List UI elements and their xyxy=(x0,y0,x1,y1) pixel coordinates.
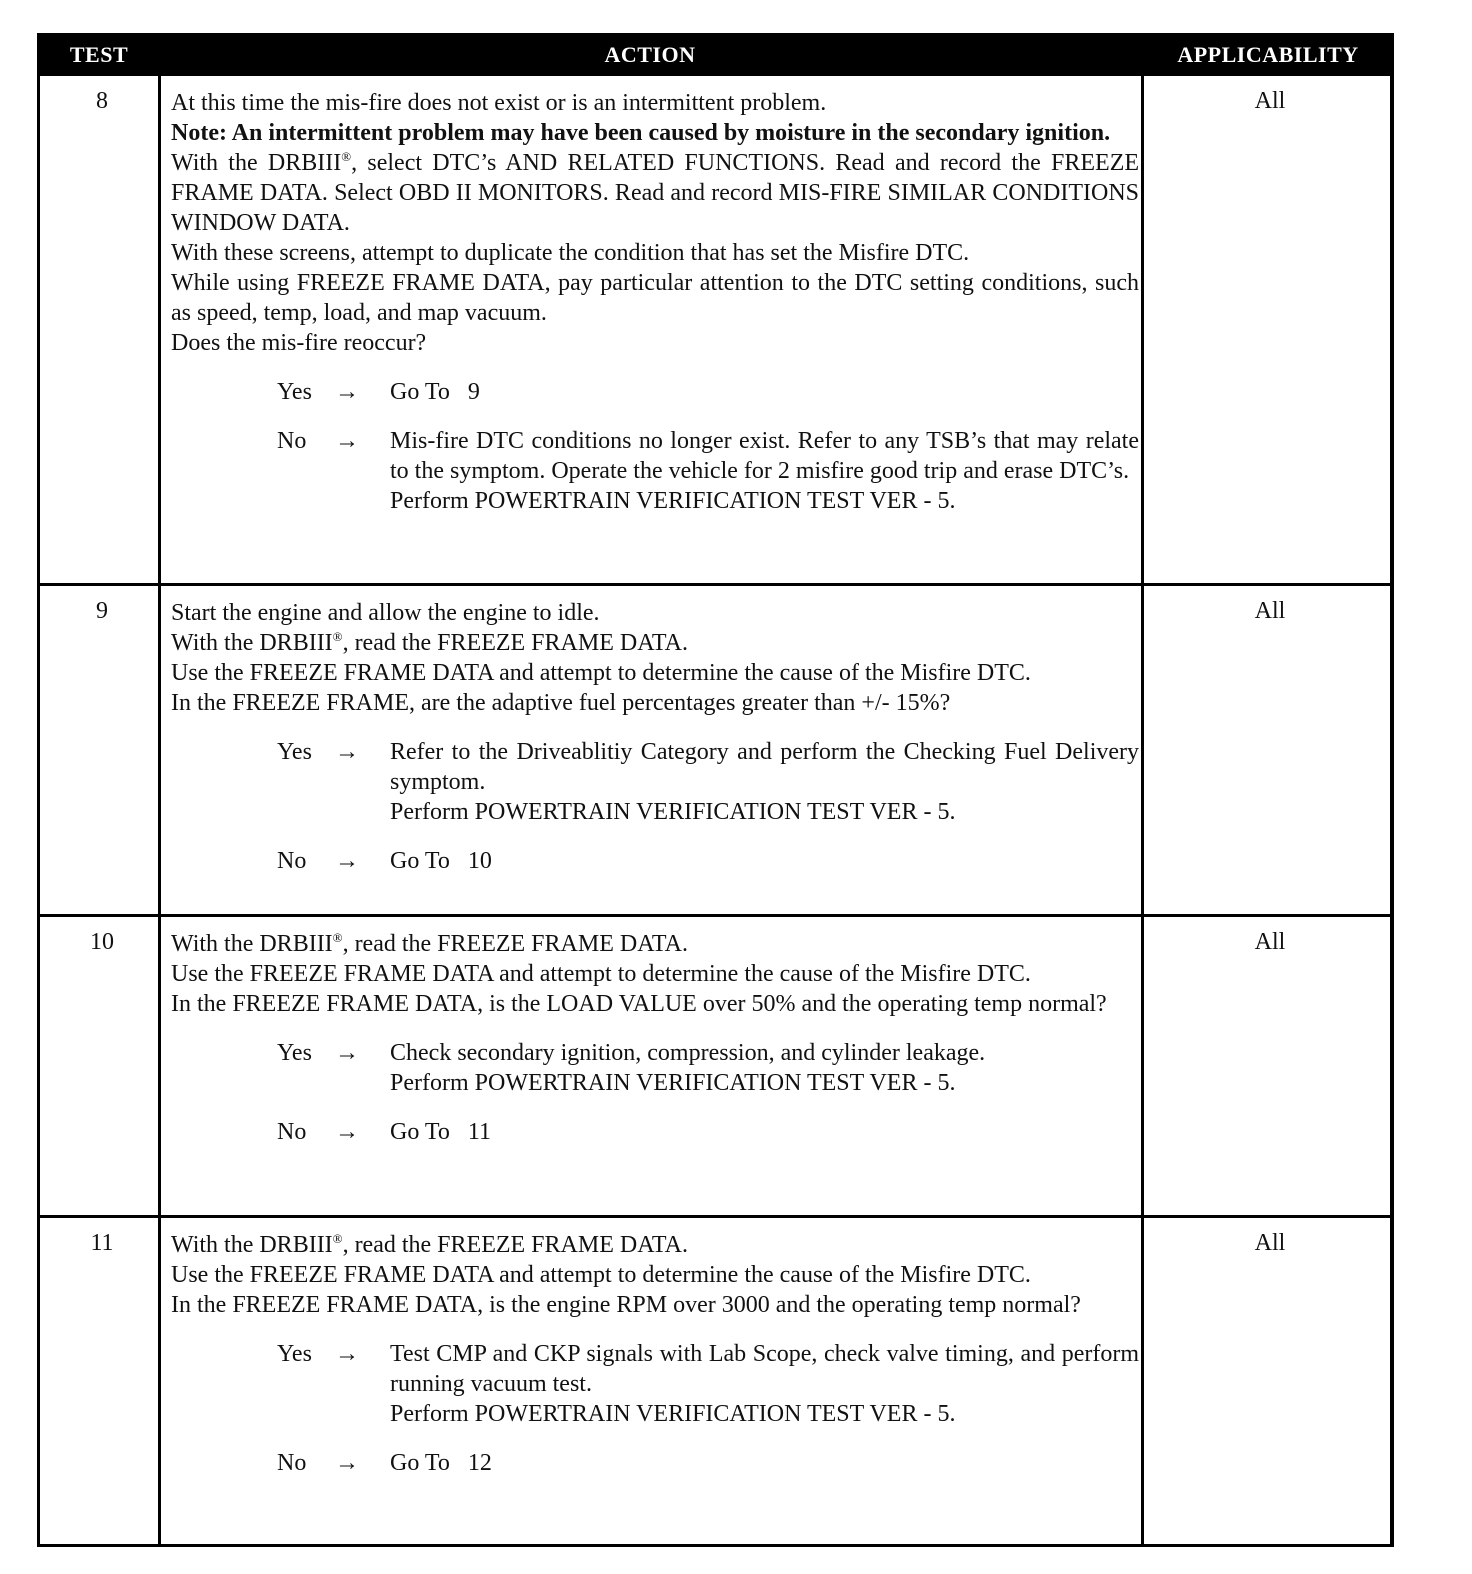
outcome-yes xyxy=(171,1038,1139,1098)
test-number: 10 xyxy=(90,929,114,955)
outcome-result xyxy=(390,846,1139,876)
action-paragraph: With the DRBIII®, read the FREEZE FRAME DATA. xyxy=(171,930,688,957)
question-paragraph: In the FREEZE FRAME, are the adaptive fuel percentages greater than +/- 15%? xyxy=(171,690,951,716)
action-cell xyxy=(171,88,1139,516)
table-header xyxy=(40,36,1390,76)
outcome-result xyxy=(390,1448,1139,1478)
arrow-icon: → xyxy=(335,379,359,405)
action-paragraph: With these screens, attempt to duplicate the condition that has set the Misfire DTC. xyxy=(171,240,970,266)
header-applicability: APPLICABILITY xyxy=(1177,42,1359,67)
arrow-icon: → xyxy=(335,1040,359,1066)
action-paragraph: Start the engine and allow the engine to idle. xyxy=(171,600,600,626)
outcome-label: No xyxy=(277,428,307,454)
applicability-cell: All xyxy=(1254,598,1286,624)
action-paragraph: While using FREEZE FRAME DATA, pay particular attention to the DTC setting conditions, such as speed, temp, load, and map vacuum. xyxy=(171,270,1139,326)
question-paragraph: In the FREEZE FRAME DATA, is the engine RPM over 3000 and the operating temp normal? xyxy=(171,1292,1081,1318)
action-paragraph: Use the FREEZE FRAME DATA and attempt to determine the cause of the Misfire DTC. xyxy=(171,660,1031,686)
header-action: ACTION xyxy=(604,42,696,67)
result-line: Perform POWERTRAIN VERIFICATION TEST VER - 5. xyxy=(390,1401,956,1427)
outcome-result xyxy=(390,1038,1139,1098)
question-paragraph: Does the mis-fire reoccur? xyxy=(171,330,427,356)
outcome-label: No xyxy=(277,1119,307,1145)
diagnostic-test-table xyxy=(37,33,1394,1547)
applicability-cell: All xyxy=(1254,929,1286,955)
arrow-icon: → xyxy=(335,1119,359,1145)
result-line: Go To 12 xyxy=(390,1450,492,1476)
action-paragraph: With the DRBIII®, read the FREEZE FRAME DATA. xyxy=(171,629,688,656)
result-line: Test CMP and CKP signals with Lab Scope, check valve timing, and perform running vacuum test. xyxy=(390,1341,1139,1397)
outcome-no xyxy=(171,1448,1139,1478)
outcomes xyxy=(171,377,1139,516)
outcome-result xyxy=(390,737,1139,827)
arrow-icon: → xyxy=(335,1450,359,1476)
result-line: Perform POWERTRAIN VERIFICATION TEST VER - 5. xyxy=(390,799,956,825)
arrow-icon: → xyxy=(335,739,359,765)
action-cell xyxy=(171,1230,1139,1478)
arrow-icon: → xyxy=(335,848,359,874)
test-row-10 xyxy=(40,917,1390,1215)
outcome-no xyxy=(171,426,1139,516)
outcome-result xyxy=(390,1117,1139,1147)
question-paragraph: In the FREEZE FRAME DATA, is the LOAD VALUE over 50% and the operating temp normal? xyxy=(171,991,1107,1017)
action-paragraph: Use the FREEZE FRAME DATA and attempt to determine the cause of the Misfire DTC. xyxy=(171,961,1031,987)
test-number: 8 xyxy=(96,88,108,114)
header-test: TEST xyxy=(69,42,129,67)
result-line: Refer to the Driveablitiy Category and perform the Checking Fuel Delivery symptom. xyxy=(390,739,1139,795)
arrow-icon: → xyxy=(335,428,359,454)
action-cell xyxy=(171,929,1139,1147)
action-paragraph: Use the FREEZE FRAME DATA and attempt to determine the cause of the Misfire DTC. xyxy=(171,1262,1031,1288)
result-line: Go To 11 xyxy=(390,1119,491,1145)
outcome-label: Yes xyxy=(277,1341,312,1367)
outcome-no xyxy=(171,846,1139,876)
outcome-yes xyxy=(171,737,1139,827)
outcome-result xyxy=(390,426,1139,516)
action-paragraph: With the DRBIII®, select DTC’s AND RELATED FUNCTIONS. Read and record the FREEZE FRAME DATA. Select OBD II MONITORS. Read and record MIS-FIRE SIMILAR CONDITIONS WINDOW DATA. xyxy=(171,149,1140,236)
result-line: Perform POWERTRAIN VERIFICATION TEST VER - 5. xyxy=(390,488,956,514)
result-line: Go To 10 xyxy=(390,848,492,874)
test-row-9 xyxy=(40,586,1390,914)
test-row-8 xyxy=(40,76,1390,583)
note-paragraph: Note: An intermittent problem may have been caused by moisture in the secondary ignition. xyxy=(171,120,1111,146)
outcomes xyxy=(171,737,1139,876)
result-line: Perform POWERTRAIN VERIFICATION TEST VER - 5. xyxy=(390,1070,956,1096)
outcome-yes xyxy=(171,377,1139,407)
outcomes xyxy=(171,1339,1139,1478)
outcome-label: Yes xyxy=(277,1040,312,1066)
result-line: Go To 9 xyxy=(390,379,480,405)
outcome-result xyxy=(390,1339,1139,1429)
action-paragraph: With the DRBIII®, read the FREEZE FRAME DATA. xyxy=(171,1231,688,1258)
applicability-cell: All xyxy=(1254,88,1286,114)
result-line: Check secondary ignition, compression, and cylinder leakage. xyxy=(390,1040,986,1066)
applicability-cell: All xyxy=(1254,1230,1286,1256)
test-number: 9 xyxy=(96,598,108,624)
outcome-yes xyxy=(171,1339,1139,1429)
outcome-label: Yes xyxy=(277,379,312,405)
test-number: 11 xyxy=(90,1230,114,1256)
outcome-no xyxy=(171,1117,1139,1147)
outcome-result xyxy=(390,377,1139,407)
outcome-label: No xyxy=(277,1450,307,1476)
test-row-11 xyxy=(40,1218,1390,1544)
action-cell xyxy=(171,598,1139,876)
result-line: Mis-fire DTC conditions no longer exist. Refer to any TSB’s that may relate to the symptom. Operate the vehicle for 2 misfire good trip and erase DTC’s. xyxy=(390,428,1139,484)
outcome-label: No xyxy=(277,848,307,874)
arrow-icon: → xyxy=(335,1341,359,1367)
outcome-label: Yes xyxy=(277,739,312,765)
action-paragraph: At this time the mis-fire does not exist or is an intermittent problem. xyxy=(171,90,827,116)
outcomes xyxy=(171,1038,1139,1147)
